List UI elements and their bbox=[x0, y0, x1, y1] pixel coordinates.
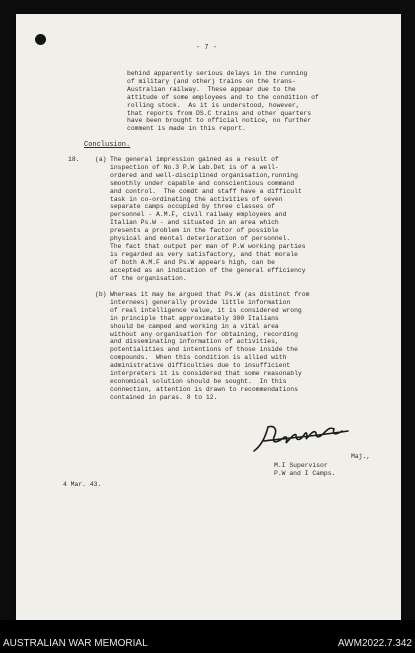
paragraph-number: 18. bbox=[68, 156, 80, 163]
document-page bbox=[16, 14, 401, 620]
footer-bar bbox=[0, 620, 415, 653]
subparagraph-a-text: The general impression gained as a result of inspection of No.3 P.W Lab.Det is of a well- ordered and well-disciplined organisation,running smoothly under capable and conscientious command and control. The comdt and staff have a difficult task in co-ordinating the activities of seven separate camps occupied by three classes of personnel - A.M.F, civil railway employees and Italian Ps.W - and situated in an area which presents a problem in the factor of possible physical and mental deterioration of personnel. The fact that output per man of P.W working parties is regarded as very satisfactory, and that morale of both A.M.F and Ps.W appears high, can be accepted as an indication of the general efficiency of the organisation. bbox=[110, 156, 306, 282]
footer-accession-number: AWM2022.7.342 bbox=[337, 638, 412, 649]
handwritten-signature bbox=[248, 421, 358, 457]
footer-institution: AUSTRALIAN WAR MEMORIAL bbox=[3, 638, 148, 649]
punch-hole bbox=[35, 34, 46, 45]
intro-paragraph: behind apparently serious delays in the running of military (and other) trains on the trans- Australian railway. These appear due to the attitude of some employees and to the condition of rolling stock. As it is understood, however, that reports from DS.C trains and other quarters have been brought to official notice, no further comment is made in this report. bbox=[127, 70, 319, 133]
signature-title: M.I Supervisor P.W and I Camps. bbox=[274, 462, 336, 477]
subparagraph-b-label: (b) bbox=[95, 291, 107, 298]
page-number: - 7 - bbox=[196, 44, 218, 52]
document-date: 4 Mar. 43. bbox=[63, 481, 102, 488]
conclusion-heading: Conclusion. bbox=[84, 141, 131, 149]
subparagraph-b-text: Whereas it may be argued that Ps.W (as distinct from internees) generally provide little information of real intelligence value, it is considered wrong in principle that approximately 300 Italians should be camped and working in a vital area without any organisation for obtaining, recording and disseminating information of activities, potentialities and intentions of those inside the compounds. When this condition is allied with administrative difficulties due to insufficient interpreters it is considered that some reasonably economical solution should be sought. In this connection, attention is drawn to recommendations contained in paras. 8 to 12. bbox=[110, 291, 310, 401]
subparagraph-a-label: (a) bbox=[95, 156, 107, 163]
signature-rank: Maj., bbox=[351, 453, 371, 460]
